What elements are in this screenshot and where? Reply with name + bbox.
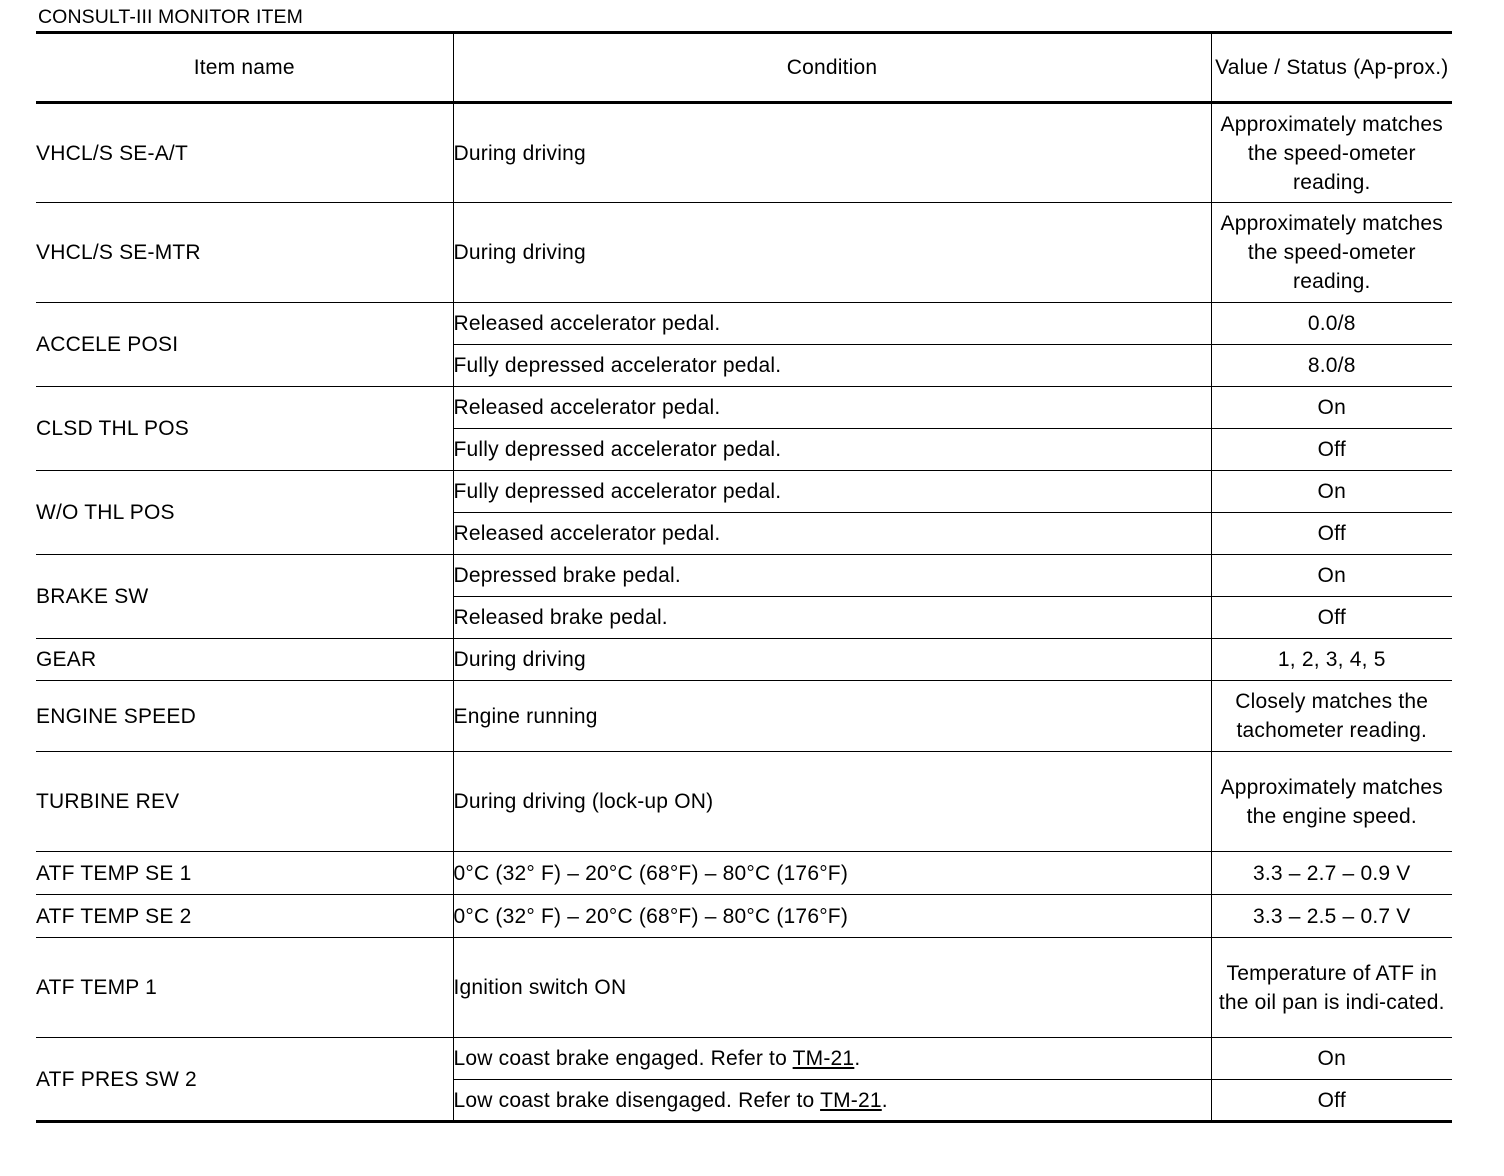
value-cell: 1, 2, 3, 4, 5 <box>1211 639 1452 681</box>
table-row <box>36 938 1452 1038</box>
header-value-status: Value / Status (Ap-prox.) <box>1211 33 1452 103</box>
value-cell: 3.3 – 2.5 – 0.7 V <box>1211 895 1452 938</box>
condition-cell: Fully depressed accelerator pedal. <box>453 345 1211 387</box>
condition-text: Low coast brake disengaged. Refer to <box>453 1088 821 1112</box>
table-row <box>36 895 1452 938</box>
table-row <box>36 103 1452 203</box>
condition-cell <box>453 1080 1211 1122</box>
table-row <box>36 681 1452 752</box>
value-cell: On <box>1211 555 1452 597</box>
value-cell: On <box>1211 471 1452 513</box>
value-cell: Temperature of ATF in the oil pan is indi-cated. <box>1211 938 1452 1038</box>
item-name: ATF TEMP SE 1 <box>36 852 453 895</box>
value-cell: Approximately matches the speed-ometer reading. <box>1211 103 1452 203</box>
condition-suffix: . <box>881 1088 888 1112</box>
item-name: VHCL/S SE-A/T <box>36 103 453 203</box>
item-name: BRAKE SW <box>36 555 453 639</box>
value-cell: 3.3 – 2.7 – 0.9 V <box>1211 852 1452 895</box>
value-cell: Closely matches the tachometer reading. <box>1211 681 1452 752</box>
value-cell: On <box>1211 1038 1452 1080</box>
table-row <box>36 387 1452 429</box>
value-cell: Off <box>1211 1080 1452 1122</box>
header-item-name: Item name <box>36 33 453 103</box>
item-name: TURBINE REV <box>36 752 453 852</box>
item-name: VHCL/S SE-MTR <box>36 203 453 303</box>
item-name: ENGINE SPEED <box>36 681 453 752</box>
condition-cell: Released accelerator pedal. <box>453 513 1211 555</box>
condition-cell: Released brake pedal. <box>453 597 1211 639</box>
value-cell: Approximately matches the engine speed. <box>1211 752 1452 852</box>
condition-cell: During driving <box>453 203 1211 303</box>
condition-cell: 0°C (32° F) – 20°C (68°F) – 80°C (176°F) <box>453 895 1211 938</box>
tm-21-link[interactable]: TM-21 <box>792 1047 855 1070</box>
table-header-row <box>36 33 1452 103</box>
tm-21-link[interactable]: TM-21 <box>820 1088 882 1112</box>
condition-text: Low coast brake engaged. Refer to <box>453 1047 793 1070</box>
item-name: GEAR <box>36 639 453 681</box>
table-row <box>36 639 1452 681</box>
condition-cell: Released accelerator pedal. <box>453 387 1211 429</box>
condition-cell: During driving <box>453 103 1211 203</box>
item-name: W/O THL POS <box>36 471 453 555</box>
value-cell: Off <box>1211 597 1452 639</box>
value-cell: Off <box>1211 513 1452 555</box>
condition-cell: During driving (lock-up ON) <box>453 752 1211 852</box>
table-row <box>36 303 1452 345</box>
header-condition: Condition <box>453 33 1211 103</box>
condition-cell: Fully depressed accelerator pedal. <box>453 429 1211 471</box>
table-row <box>36 752 1452 852</box>
condition-cell: Depressed brake pedal. <box>453 555 1211 597</box>
value-cell: 0.0/8 <box>1211 303 1452 345</box>
condition-cell: During driving <box>453 639 1211 681</box>
condition-cell: 0°C (32° F) – 20°C (68°F) – 80°C (176°F) <box>453 852 1211 895</box>
condition-cell: Engine running <box>453 681 1211 752</box>
value-cell: 8.0/8 <box>1211 345 1452 387</box>
condition-suffix: . <box>854 1047 861 1070</box>
condition-cell <box>453 1038 1211 1080</box>
value-cell: Off <box>1211 429 1452 471</box>
condition-cell: Fully depressed accelerator pedal. <box>453 471 1211 513</box>
monitor-item-table <box>36 31 1452 1123</box>
table-row <box>36 555 1452 597</box>
condition-cell: Ignition switch ON <box>453 938 1211 1038</box>
table-row <box>36 852 1452 895</box>
condition-cell: Released accelerator pedal. <box>453 303 1211 345</box>
value-cell: On <box>1211 387 1452 429</box>
value-cell: Approximately matches the speed-ometer reading. <box>1211 203 1452 303</box>
item-name: ATF TEMP 1 <box>36 938 453 1038</box>
item-name: ATF TEMP SE 2 <box>36 895 453 938</box>
table-row <box>36 203 1452 303</box>
table-row <box>36 471 1452 513</box>
item-name: ATF PRES SW 2 <box>36 1038 453 1122</box>
item-name: ACCELE POSI <box>36 303 453 387</box>
table-caption: CONSULT-III MONITOR ITEM <box>38 6 303 28</box>
item-name: CLSD THL POS <box>36 387 453 471</box>
table-row <box>36 1038 1452 1080</box>
